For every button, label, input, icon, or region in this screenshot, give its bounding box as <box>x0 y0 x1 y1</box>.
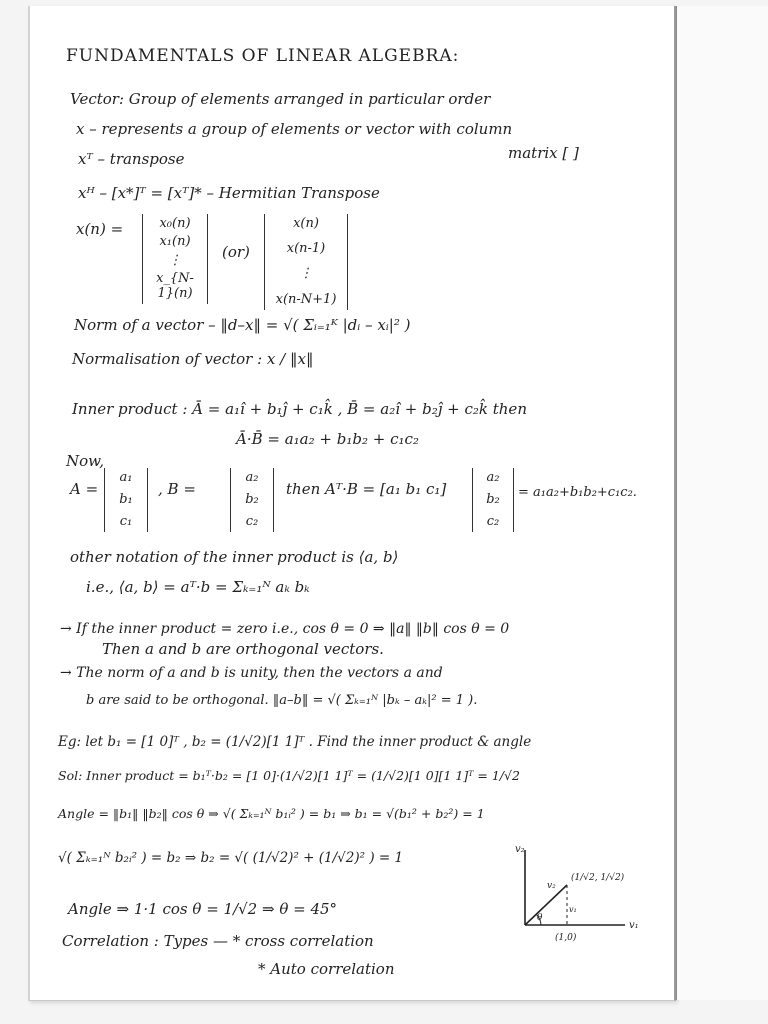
matrix-cell: x(n) <box>293 216 319 231</box>
matrix-xn-col1 <box>142 214 208 304</box>
matrix-cell: c₂ <box>245 513 259 529</box>
y-axis-label: v₂ <box>515 844 525 855</box>
v1-small-label: v₁ <box>569 905 577 914</box>
text-line: matrix [ ] <box>508 144 579 162</box>
text-line: Correlation : Types — * cross correlation <box>62 932 374 950</box>
text-line: Now, <box>66 452 104 470</box>
matrix-cell: ⋮ <box>299 266 313 282</box>
text-line: √( Σₖ₌₁ᴺ b₂ᵢ² ) = b₂ ⇒ b₂ = √( (1/√2)² + (1/√2)² ) = 1 <box>58 850 404 866</box>
matrix-cell: x(n-1) <box>286 241 326 257</box>
matrix-cell: x₁(n) <box>159 234 191 250</box>
text-line: Ā·B̄ = a₁a₂ + b₁b₂ + c₁c₂ <box>236 430 419 448</box>
vector-v2 <box>525 885 567 925</box>
theta-label: θ <box>537 913 543 923</box>
text-line: then Aᵀ·B = [a₁ b₁ c₁] <box>286 480 447 498</box>
matrix-cell: b₂ <box>486 491 500 507</box>
matrix-cell: x_{N-1}(n) <box>156 271 194 301</box>
text-line: * Auto correlation <box>258 960 395 978</box>
page-title: FUNDAMENTALS OF LINEAR ALGEBRA: <box>66 46 460 66</box>
text-line: (or) <box>222 243 250 261</box>
text-line: Eg: let b₁ = [1 0]ᵀ , b₂ = (1/√2)[1 1]ᵀ . Find the inner product & angle <box>58 734 532 750</box>
text-line: other notation of the inner product is ⟨a, b⟩ <box>70 548 399 566</box>
text-line: Then a and b are orthogonal vectors. <box>102 640 384 658</box>
text-line: i.e., ⟨a, b⟩ = aᵀ·b = Σₖ₌₁ᴺ aₖ bₖ <box>86 578 310 596</box>
point-label: (1/√2, 1/√2) <box>571 873 625 883</box>
matrix-cell: a₂ <box>486 470 500 485</box>
matrix-A <box>104 468 148 532</box>
origin-label: (1,0) <box>555 933 577 943</box>
text-line: A = <box>70 480 99 498</box>
matrix-cell: a₂ <box>245 470 259 485</box>
matrix-B-product <box>472 468 514 532</box>
matrix-cell: b₁ <box>119 491 133 507</box>
text-line: Angle ⇒ 1·1 cos θ = 1/√2 ⇒ θ = 45° <box>68 900 338 918</box>
text-line: x(n) = <box>76 220 124 238</box>
text-line: Angle = ‖b₁‖ ‖b₂‖ cos θ ⇒ √( Σₖ₌₁ᴺ b₁ᵢ² ) = b₁ ⇒ b₁ = √(b₁² + b₂²) = 1 <box>58 806 485 821</box>
text-line: = a₁a₂+b₁b₂+c₁c₂. <box>518 485 637 500</box>
next-page-edge <box>676 6 768 1000</box>
vector-label: v₂ <box>547 881 556 891</box>
x-axis-label: v₁ <box>629 920 639 931</box>
text-line: b are said to be orthogonal. ‖a–b‖ = √( Σₖ₌₁ᴺ |bₖ – aₖ|² = 1 ). <box>86 693 478 708</box>
matrix-cell: a₁ <box>119 470 133 485</box>
text-line: xᴴ – [x*]ᵀ = [xᵀ]* – Hermitian Transpose <box>78 184 380 202</box>
matrix-cell: b₂ <box>245 491 259 507</box>
text-line: , B = <box>158 480 196 498</box>
matrix-cell: ⋮ <box>168 252 182 268</box>
text-line: → If the inner product = zero i.e., cos θ = 0 ⇒ ‖a‖ ‖b‖ cos θ = 0 <box>60 621 510 637</box>
text-line: x – represents a group of elements or vector with column <box>76 120 513 138</box>
matrix-cell: c₂ <box>486 513 500 529</box>
text-line: xᵀ – transpose <box>78 150 185 168</box>
matrix-cell: x₀(n) <box>159 216 191 231</box>
matrix-xn-col2 <box>264 214 348 310</box>
text-line: Norm of a vector – ‖d–x‖ = √( Σᵢ₌₁ᴷ |dᵢ – xᵢ|² ) <box>74 316 411 334</box>
text-line: → The norm of a and b is unity, then the vectors a and <box>60 665 443 681</box>
matrix-cell: c₁ <box>119 513 133 529</box>
text-line: Vector: Group of elements arranged in particular order <box>70 90 491 108</box>
text-line: Normalisation of vector : x / ‖x‖ <box>72 350 314 368</box>
vector-angle-sketch <box>505 840 655 950</box>
matrix-cell: x(n-N+1) <box>275 291 337 307</box>
text-line: Sol: Inner product = b₁ᵀ·b₂ = [1 0]·(1/√2)[1 1]ᵀ = (1/√2)[1 0][1 1]ᵀ = 1/√2 <box>58 768 520 783</box>
text-line: Inner product : Ā = a₁î + b₁ĵ + c₁k̂ , B̄ = a₂î + b₂ĵ + c₂k̂ then <box>72 400 527 418</box>
matrix-B <box>230 468 274 532</box>
